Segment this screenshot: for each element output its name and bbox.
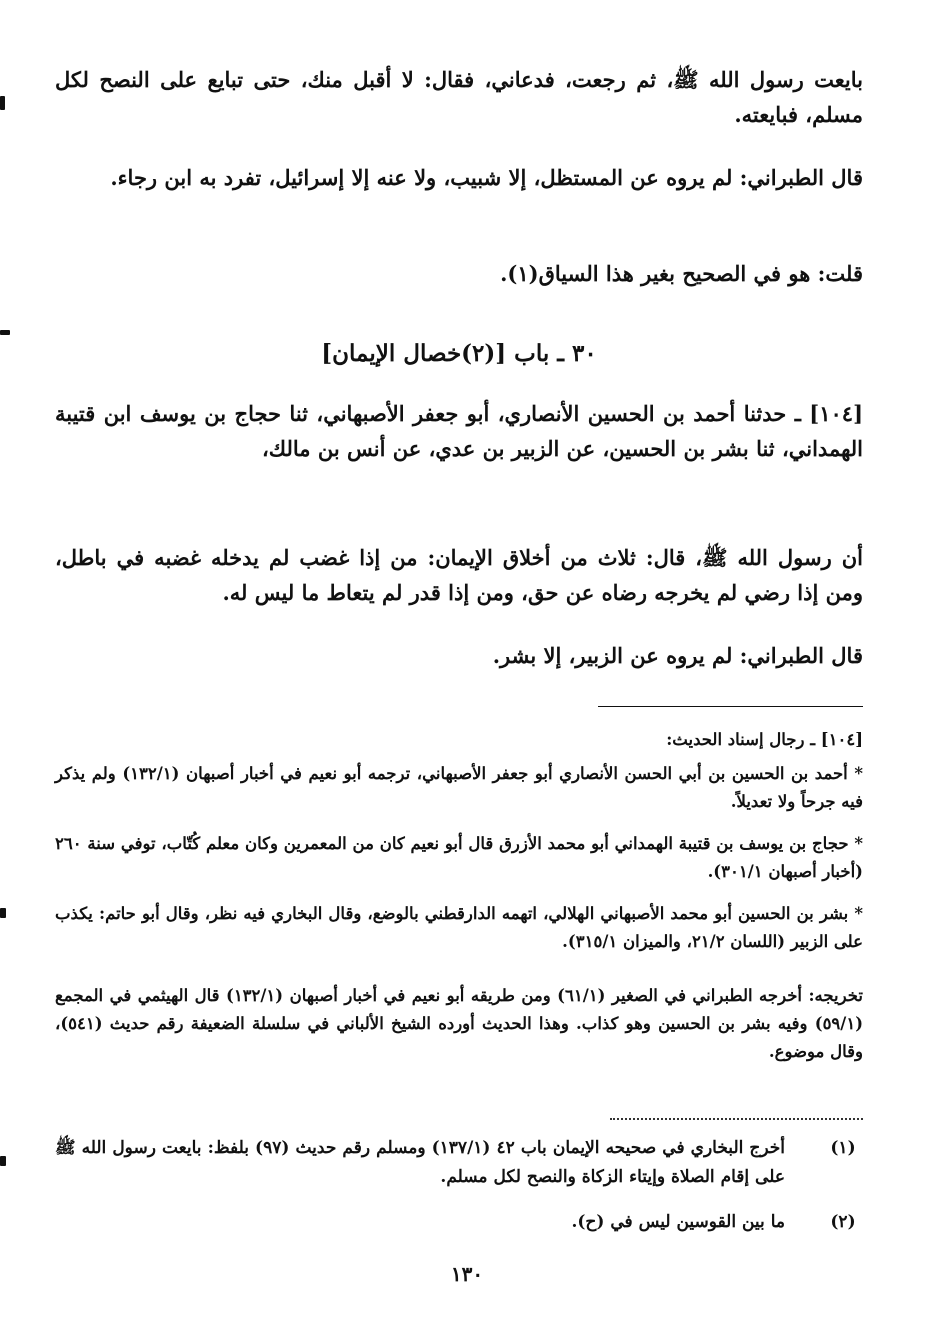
footnote-1: [55, 1134, 863, 1192]
footnote-number: (١): [830, 1138, 856, 1158]
scan-edge-mark: [0, 908, 6, 918]
narrator-entry: * حجاج بن يوسف بن قتيبة الهمداني أبو محمد الأزرق قال أبو نعيم كان من المعمرين وكان معلم كُتّاب، توفي سنة ٢٦٠ (أخبار أصبهان ٣٠١/١).: [55, 834, 863, 881]
hadith-matn: أن رسول الله ﷺ، قال: ثلاث من أخلاق الإيمان: من إذا غضب لم يدخله غضبه في باطل، ومن إذا رضي لم يخرجه رضاه عن حق، ومن إذا قدر لم يتعاط ما ليس له.: [55, 545, 863, 605]
scan-edge-mark: [0, 330, 10, 335]
footnote-number: (٢): [830, 1212, 856, 1232]
tabarani-note: قال الطبراني: لم يروه عن الزبير، إلا بشر.: [492, 643, 863, 668]
commentary-separator: [598, 706, 863, 707]
main-paragraph-3: قلت: هو في الصحيح بغير هذا السياق(١).: [500, 261, 863, 286]
section-heading: ٣٠ ـ باب [(٢)خصال الإيمان]: [321, 340, 597, 367]
page-number: ١٣٠: [450, 1262, 484, 1286]
hadith-isnad: [١٠٤] ـ حدثنا أحمد بن الحسين الأنصاري، أبو جعفر الأصبهاني، ثنا حجاج بن يوسف ابن قتيبة الهمداني، ثنا بشر بن الحسين، عن الزبير بن عدي، عن أنس بن مالك،: [55, 401, 863, 461]
scan-edge-mark: [0, 96, 5, 110]
footnote-text: ما بين القوسين ليس في (ح).: [571, 1212, 785, 1232]
main-paragraph-2: قال الطبراني: لم يروه عن المستظل، إلا شبيب، ولا عنه إلا إسرائيل، تفرد به ابن رجاء.: [110, 165, 863, 190]
scan-edge-mark: [0, 1156, 6, 1166]
footnote-separator: [610, 1118, 863, 1120]
narrator-entry: * أحمد بن الحسين بن أبي الحسن الأنصاري أبو جعفر الأصبهاني، ترجمه أبو نعيم في أخبار أصبهان (١٣٢/١) ولم يذكر فيه جرحاً ولا تعديلاً.: [55, 764, 863, 811]
narrator-entry: * بشر بن الحسين أبو محمد الأصبهاني الهلالي، اتهمه الدارقطني بالوضع، وقال البخاري فيه نظر، وقال أبو حاتم: يكذب على الزبير (اللسان ٢١/٢، والميزان ٣١٥/١).: [55, 904, 863, 951]
footnote-2: [55, 1208, 863, 1237]
takhrij: تخريجه: أخرجه الطبراني في الصغير (٦١/١) ومن طريقه أبو نعيم في أخبار أصبهان (١٣٢/١) قال الهيثمي في المجمع (٥٩/١) وفيه بشر بن الحسين وهو كذاب. وهذا الحديث أورده الشيخ الألباني في سلسلة الضعيفة رقم حديث (٥٤١)، وقال موضوع.: [55, 986, 863, 1061]
footnote-text: أخرج البخاري في صحيحه الإيمان باب ٤٢ (١٣٧/١) ومسلم رقم حديث (٩٧) بلفظ: بايعت رسول الله ﷺ على إقام الصلاة وإيتاء الزكاة والنصح لكل مسلم.: [55, 1138, 785, 1187]
main-paragraph-1: بايعت رسول الله ﷺ، ثم رجعت، فدعاني، فقال: لا أقبل منك، حتى تبايع على النصح لكل مسلم، فبايعته.: [55, 67, 863, 127]
commentary-title: [١٠٤] ـ رجال إسناد الحديث:: [666, 730, 863, 749]
